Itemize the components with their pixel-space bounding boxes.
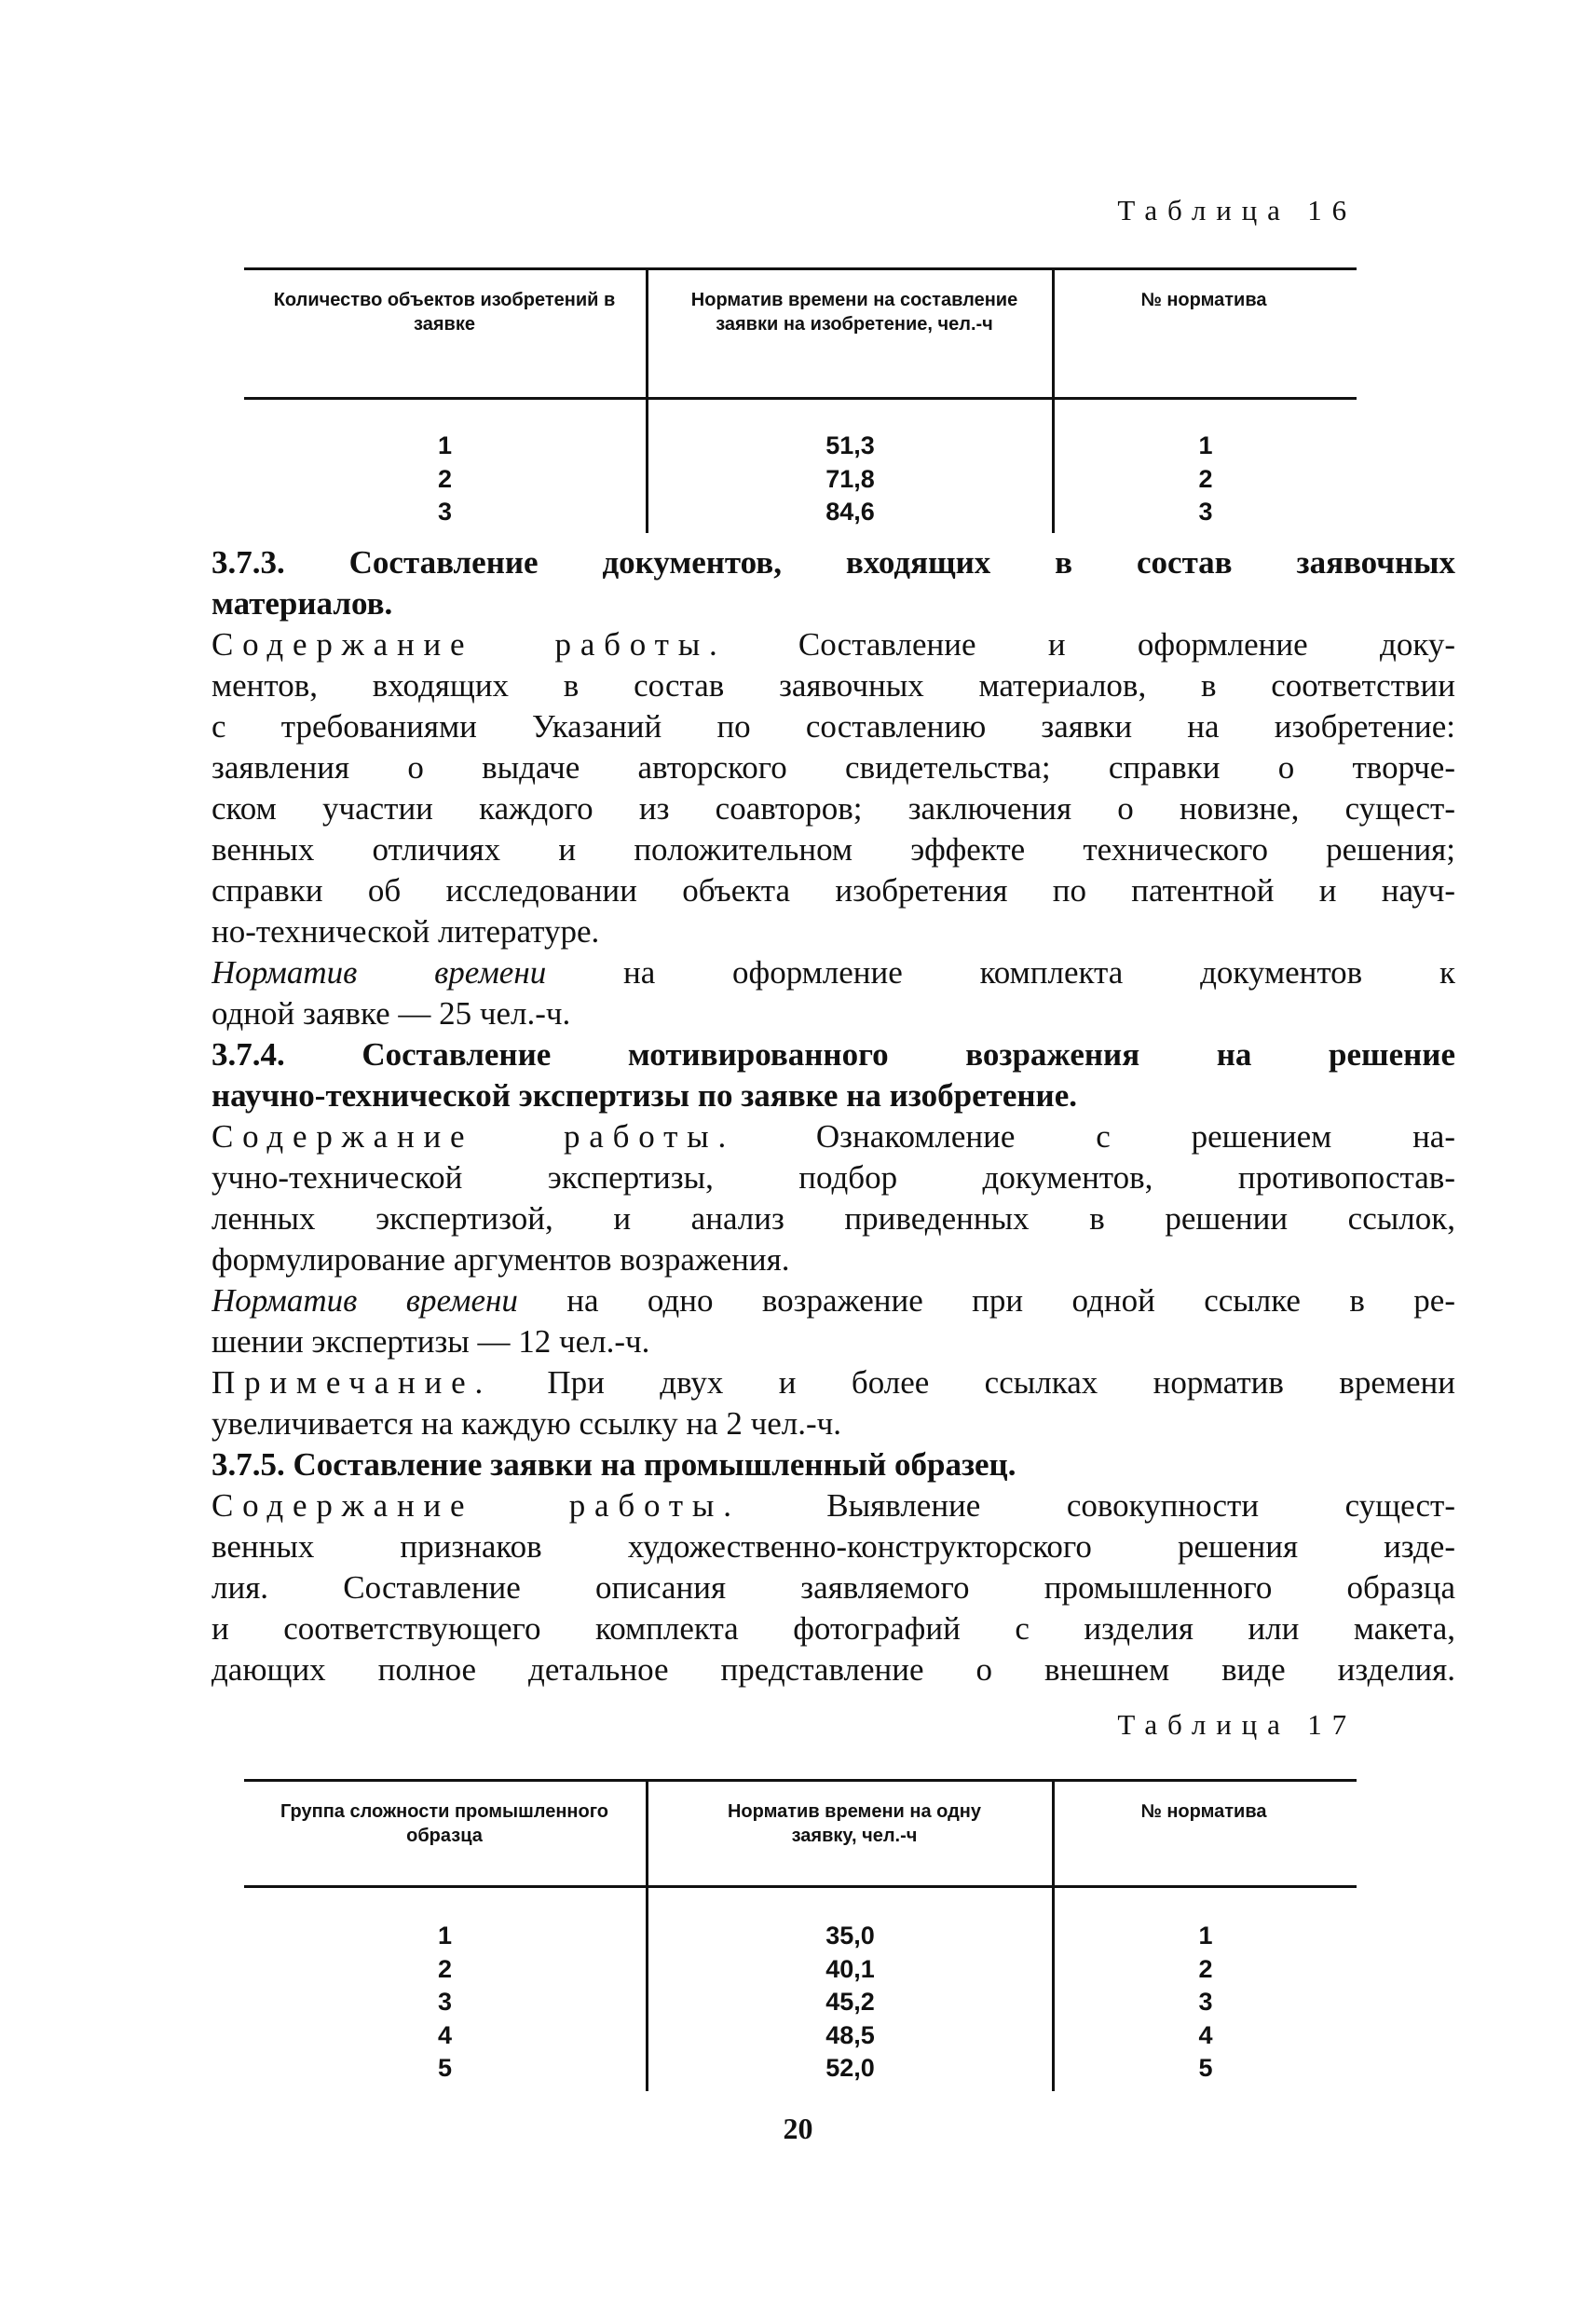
line-text: Составление и оформление доку-	[726, 626, 1455, 663]
line-text: но-технической литературе.	[211, 913, 600, 950]
text-line	[211, 1403, 1455, 1444]
table-cell: 2	[437, 464, 453, 493]
text-line	[211, 911, 1455, 952]
line-text: и соответствующего комплекта фотографий с изделия или макета,	[211, 1610, 1455, 1647]
table-cell: 3	[1198, 1988, 1213, 2016]
table-cell: 51,3	[825, 431, 875, 459]
line-text: ментов, входящих в состав заявочных материалов, в соответствии	[211, 667, 1455, 704]
line-text: 3.7.5. Составление заявки на промышленный образец.	[211, 1446, 1016, 1483]
text-line	[211, 1280, 1455, 1321]
spaced-lead: Содержание работы.	[211, 1118, 736, 1155]
section-heading-line	[211, 1075, 1455, 1116]
section-heading-line	[211, 1034, 1455, 1075]
table-cell: 48,5	[825, 2020, 875, 2049]
line-text: ленных экспертизой, и анализ приведенных в решении ссылок,	[211, 1200, 1455, 1237]
line-text: дающих полное детальное представление о внешнем виде изделия.	[211, 1651, 1455, 1688]
table-cell: 52,0	[825, 2054, 875, 2082]
line-text: Выявление совокупности сущест-	[740, 1487, 1455, 1524]
spaced-lead: Содержание работы.	[211, 1487, 741, 1524]
table-rule	[244, 267, 1357, 270]
text-line	[211, 1526, 1455, 1567]
table-column	[244, 430, 646, 529]
column-header: № норматива	[1140, 1801, 1267, 1822]
table-cell: 4	[437, 2020, 453, 2049]
text-line	[211, 1239, 1455, 1280]
italic-lead: Норматив времени	[211, 1282, 518, 1319]
table-cell: 2	[437, 1954, 453, 1983]
text-line	[211, 1649, 1455, 1690]
column-header: Группа сложности промышленного образца	[280, 1801, 608, 1846]
table-cell: 2	[1198, 464, 1213, 493]
table-rule	[244, 397, 1357, 400]
text-line	[211, 1198, 1455, 1239]
line-text: При двух и более ссылках норматив времени	[492, 1364, 1455, 1401]
spaced-lead: Примечание.	[211, 1364, 493, 1401]
table-cell: 5	[437, 2054, 453, 2082]
line-text: увеличивается на каждую ссылку на 2 чел.-ч.	[211, 1405, 841, 1442]
text-line	[211, 1362, 1455, 1403]
column-header: Количество объектов изобретений в заявке	[273, 290, 616, 335]
table-column	[244, 1920, 646, 2086]
line-text: Ознакомление с решением на-	[735, 1118, 1455, 1155]
text-line	[211, 1608, 1455, 1649]
text-line	[211, 788, 1455, 829]
table-column	[1055, 430, 1357, 529]
column-header: Норматив времени на составление заявки на изобретение, чел.-ч	[690, 290, 1018, 335]
line-text: формулирование аргументов возражения.	[211, 1241, 790, 1278]
table-cell: 1	[1198, 1922, 1213, 1949]
line-text: одной заявке — 25 чел.-ч.	[211, 995, 571, 1032]
text-line	[211, 1157, 1455, 1198]
line-text: заявления о выдаче авторского свидетельства; справки о творче-	[211, 749, 1455, 786]
table-cell: 2	[1198, 1954, 1213, 1983]
table-cell: 5	[1198, 2054, 1213, 2082]
text-line	[211, 624, 1455, 665]
table-column	[1055, 1920, 1357, 2086]
page-number: 20	[783, 2112, 813, 2145]
table-cell: 3	[437, 498, 453, 526]
column-header: Норматив времени на одну заявку, чел.-ч	[727, 1801, 982, 1846]
table-column	[648, 1920, 1052, 2086]
text-line	[211, 1116, 1455, 1157]
text-line	[211, 870, 1455, 911]
text-line	[211, 829, 1455, 870]
table-cell: 40,1	[825, 1954, 875, 1983]
spaced-lead: Содержание работы.	[211, 626, 727, 663]
line-text: на оформление комплекта документов к	[546, 954, 1455, 991]
table-cell: 35,0	[825, 1922, 875, 1949]
text-line	[211, 1485, 1455, 1526]
text-line	[211, 706, 1455, 747]
line-text: венных признаков художественно-конструкторского решения изде-	[211, 1528, 1455, 1565]
italic-lead: Норматив времени	[211, 954, 547, 991]
table-17	[244, 1779, 1357, 2091]
text-line	[211, 993, 1455, 1034]
text-line	[211, 1321, 1455, 1362]
line-text: на одно возражение при одной ссылке в ре-	[517, 1282, 1455, 1319]
table-cell: 1	[437, 1922, 453, 1949]
table-cell: 71,8	[825, 464, 875, 493]
table-cell: 3	[1198, 498, 1213, 526]
line-text: справки об исследовании объекта изобретения по патентной и науч-	[211, 872, 1455, 909]
section-heading-line	[211, 542, 1455, 583]
table-rule	[244, 1885, 1357, 1888]
line-text: материалов.	[211, 585, 393, 622]
section-heading-line	[211, 1444, 1455, 1485]
table-cell: 4	[1198, 2020, 1213, 2049]
section-heading-line	[211, 583, 1455, 624]
line-text: венных отличиях и положительном эффекте технического решения;	[211, 831, 1455, 868]
table-cell: 45,2	[825, 1988, 875, 2016]
line-text: с требованиями Указаний по составлению заявки на изобретение:	[211, 708, 1455, 745]
text-line	[211, 1567, 1455, 1608]
table-cell: 1	[437, 431, 453, 459]
table-cell: 3	[437, 1988, 453, 2016]
table-cell: 84,6	[825, 498, 875, 526]
document-body	[211, 542, 1455, 1690]
line-text: ском участии каждого из соавторов; заключения о новизне, сущест-	[211, 790, 1455, 827]
table-17-caption: Таблица 17	[1117, 1708, 1357, 1741]
line-text: научно-технической экспертизы по заявке на изобретение.	[211, 1077, 1078, 1114]
line-text: 3.7.3. Составление документов, входящих в состав заявочных	[211, 544, 1455, 581]
column-header: № норматива	[1140, 290, 1267, 310]
text-line	[211, 665, 1455, 706]
table-rule	[244, 1779, 1357, 1782]
table-16	[244, 267, 1357, 533]
table-cell: 1	[1198, 431, 1213, 459]
line-text: лия. Составление описания заявляемого промышленного образца	[211, 1569, 1455, 1606]
table-16-caption: Таблица 16	[1117, 194, 1357, 226]
text-line	[211, 747, 1455, 788]
text-line	[211, 952, 1455, 993]
line-text: шении экспертизы — 12 чел.-ч.	[211, 1323, 650, 1360]
line-text: учно-технической экспертизы, подбор документов, противопостав-	[211, 1159, 1455, 1196]
table-column	[648, 430, 1052, 529]
line-text: 3.7.4. Составление мотивированного возражения на решение	[211, 1036, 1455, 1073]
